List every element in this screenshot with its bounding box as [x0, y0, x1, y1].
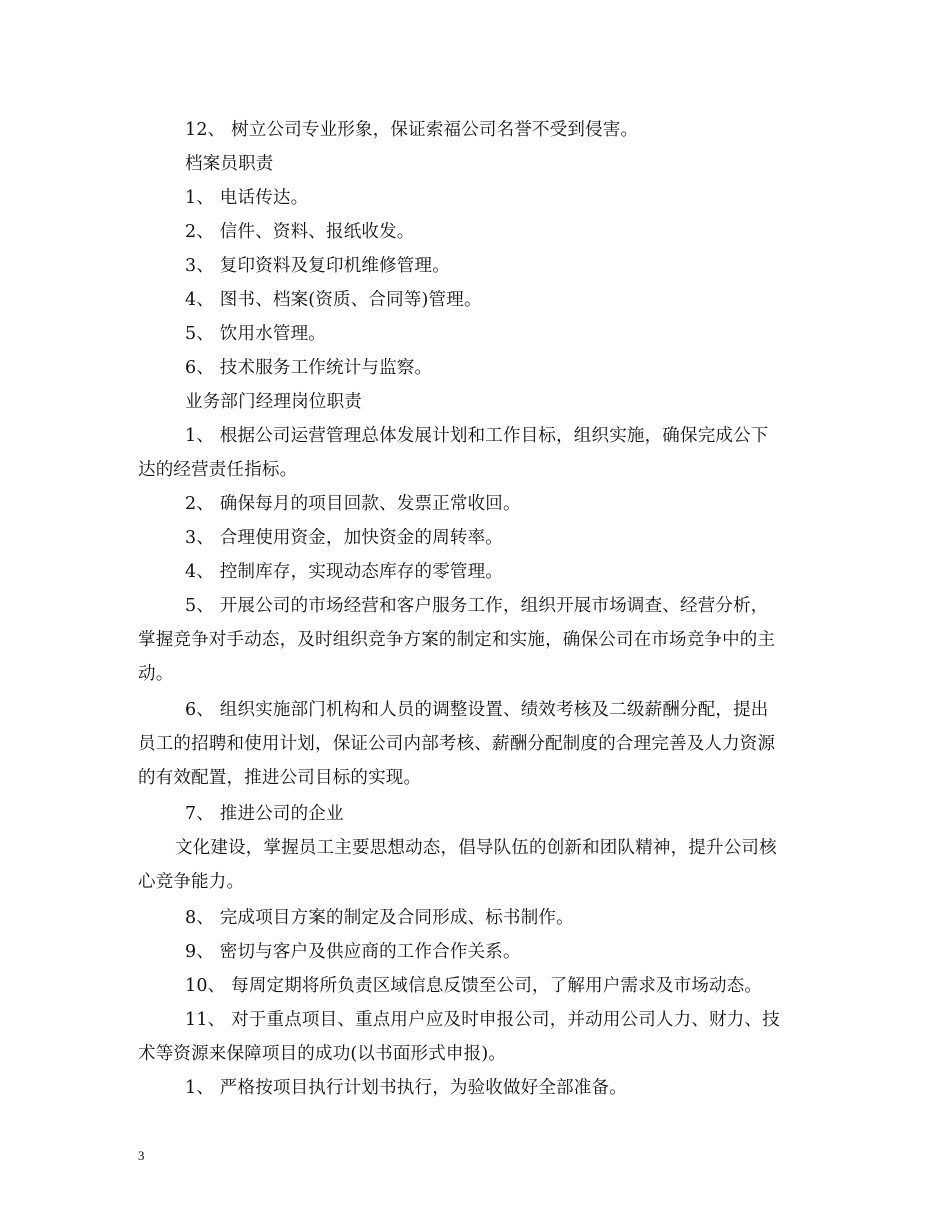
- list-item-continuation: 的有效配置，推进公司目标的实现。: [138, 768, 422, 788]
- list-item: 1、 电话传达。: [185, 188, 309, 208]
- list-item-continuation: 员工的招聘和使用计划，保证公司内部考核、薪酬分配制度的合理完善及人力资源: [138, 734, 776, 754]
- list-item: 4、 控制库存，实现动态库存的零管理。: [185, 562, 503, 582]
- list-item: 5、 开展公司的市场经营和客户服务工作，组织开展市场调查、经营分析，: [185, 596, 769, 616]
- list-item: 4、 图书、档案(资质、合同等)管理。: [185, 290, 482, 310]
- list-item-continuation: 达的经营责任指标。: [138, 460, 298, 480]
- paragraph-line: 心竞争能力。: [138, 872, 245, 892]
- list-item-continuation: 掌握竞争对手动态，及时组织竞争方案的制定和实施，确保公司在市场竞争中的主: [138, 630, 776, 650]
- list-item: 6、 组织实施部门机构和人员的调整设置、绩效考核及二级薪酬分配，提出: [185, 700, 769, 720]
- list-item: 3、 合理使用资金，加快资金的周转率。: [185, 528, 503, 548]
- list-item: 1、 根据公司运营管理总体发展计划和工作目标，组织实施，确保完成公下: [185, 426, 769, 446]
- list-item: 11、 对于重点项目、重点用户应及时申报公司，并动用公司人力、财力、技: [185, 1010, 780, 1030]
- section-heading: 档案员职责: [185, 154, 274, 174]
- paragraph-line: 文化建设，掌握员工主要思想动态，倡导队伍的创新和团队精神，提升公司核: [175, 838, 777, 858]
- list-item: 1、 严格按项目执行计划书执行，为验收做好全部准备。: [185, 1078, 627, 1098]
- list-item-continuation: 术等资源来保障项目的成功(以书面形式申报)。: [138, 1044, 507, 1064]
- page-number: 3: [138, 1148, 145, 1163]
- list-item: 9、 密切与客户及供应商的工作合作关系。: [185, 942, 521, 962]
- list-item: 2、 信件、资料、报纸收发。: [185, 222, 415, 242]
- list-item: 8、 完成项目方案的制定及合同形成、标书制作。: [185, 908, 574, 928]
- list-item-continuation: 动。: [138, 664, 174, 684]
- list-item: 6、 技术服务工作统计与监察。: [185, 358, 433, 378]
- list-item: 2、 确保每月的项目回款、发票正常收回。: [185, 494, 521, 514]
- list-item: 5、 饮用水管理。: [185, 324, 326, 344]
- section-heading: 业务部门经理岗位职责: [185, 392, 362, 412]
- list-item: 10、 每周定期将所负责区域信息反馈至公司，了解用户需求及市场动态。: [185, 976, 763, 996]
- list-item: 3、 复印资料及复印机维修管理。: [185, 256, 450, 276]
- list-item: 7、 推进公司的企业: [185, 804, 344, 824]
- text-line: 12、 树立公司专业形象，保证索福公司名誉不受到侵害。: [185, 120, 639, 140]
